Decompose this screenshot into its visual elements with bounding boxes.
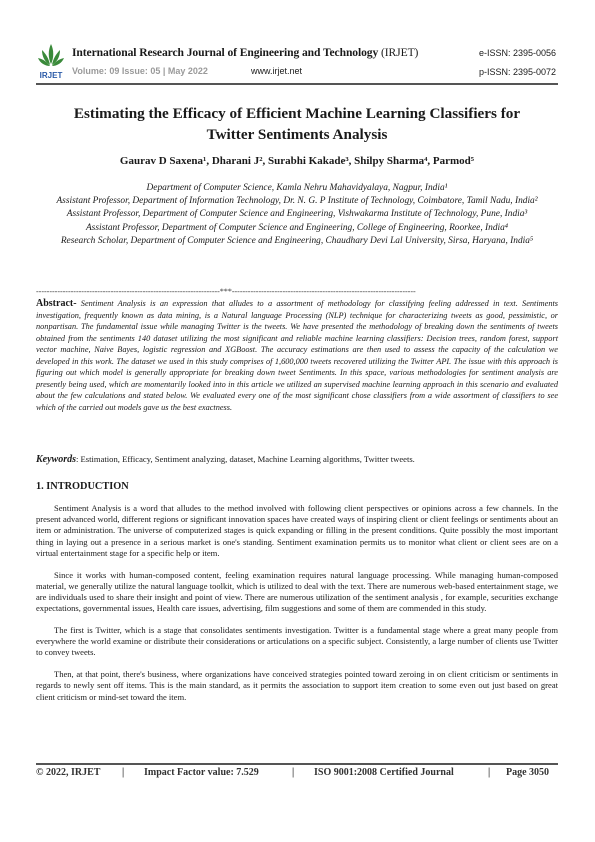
affiliation: Department of Computer Science, Kamla Nehru Mahavidyalaya, Nagpur, India¹ <box>146 183 448 193</box>
introduction-body <box>36 503 558 713</box>
abstract-text: Sentiment Analysis is an expression that alludes to a assortment of methodology for classifying feeling addressed in text. Sentiments investigation, frequently known as data mining, is a Natural language Processing (NLP) technique for characterizing tweets as good, pessimistic, or nonpartisan. The fundamental issue while managing Twitter is the tweets. We have presented the methodology of breaking down the sentiments of tweets obtained from the sentiments 140 dataset utilizing the most significant and reliable machine learning classifiers: Decision trees, random forest, support vector machine, Naive Bayes, logistic regression and XGBoost. The accuracy estimations are then used to assess the capacity of the calculation we developed in this work. The dataset we used in this study comprises of 1,600,000 tweets recovered utilizing the Twitter API. The issue with this approach is figuring out which model is generally appropriate for breaking down tweet Sentiments. In this space, various methodologies for sentiment analysis are presently being used, which are momentarily looked into in this article we utilized an supervised machine learning approach in this scenario and evaluated about the few calculations and stated below. We evaluated every one of the most significant chose classifiers from a wide assortment of classifiers to see which of the carried out models gave us the best exactness. <box>36 299 558 412</box>
affiliation: Assistant Professor, Department of Information Technology, Dr. N. G. P Institute of Technology, Coimbatore, Tamil Nadu, India² <box>56 196 538 207</box>
footer-iso: ISO 9001:2008 Certified Journal <box>314 767 454 778</box>
section-heading-introduction: 1. INTRODUCTION <box>36 481 129 492</box>
abstract <box>36 298 558 413</box>
affiliations <box>36 182 558 248</box>
abstract-label: Abstract- <box>36 298 77 309</box>
footer-page-number: Page 3050 <box>506 767 550 778</box>
keywords-text: : Estimation, Efficacy, Sentiment analyzing, dataset, Machine Learning algorithms, Twitter tweets. <box>76 454 415 464</box>
footer-separator: | <box>292 767 295 778</box>
volume-issue: Volume: 09 Issue: 05 | May 2022 <box>72 66 208 76</box>
affiliation: Assistant Professor, Department of Computer Science and Engineering, Vishwakarma Institute of Technology, Pune, India³ <box>66 209 528 220</box>
footer-separator: | <box>488 767 491 778</box>
journal-header <box>36 40 558 84</box>
body-paragraph: Then, at that point, there's business, where organizations have conceived strategies pointed toward zeroing in on client criticism or sentiments in regards to newly sent off items. This is the main standard, as it permits the association to support item creation to some even out just based on great client criticism or mind-set toward the item. <box>36 669 558 702</box>
keywords <box>36 454 558 465</box>
header-rule <box>36 83 558 85</box>
body-paragraph: Since it works with human-composed content, feeling examination requires natural language processing. While managing human-composed material, we generally utilize the natural language toolkit, which is utilized to deal with the text. There are numerous web-based entertainment stage, we are individuals used to share their insight and point of view. There are numerous utilization of the sentiment analysis , for example, securities exchange expectations, governmental issues, Health care issues, advertising, film suggestions and some of them are commended in this study. <box>36 569 558 614</box>
body-paragraph: Sentiment Analysis is a word that alludes to the method involved with following client perspectives or opinions across a few channels. In the present advanced world, different regions or significant innovation spaces have created ways of inspiring client or client feelings or sentiments about an item or administration. The universe of computerized stages is quick expanding or filling in the present conditions. Quite possibly the most important thing in laying out a presence in a serious market is one's standing. Sentiment examination permits us to monitor what client or client sees are on a virtual entertainment stage for a specific help or item. <box>36 503 558 558</box>
paper-title: Estimating the Efficacy of Efficient Machine Learning Classifiers for Twitter Sentiments Analysis <box>73 105 521 143</box>
section-separator: ---------------------------------------------------------------------***--------------------------------------------------------------------- <box>36 287 416 296</box>
irjet-logo-icon <box>36 40 66 82</box>
footer-copyright: © 2022, IRJET <box>36 767 101 778</box>
journal-title: International Research Journal of Engineering and Technology (IRJET) <box>72 46 419 59</box>
body-paragraph: The first is Twitter, which is a stage that consolidates sentiments investigation. Twitter is a fundamental stage where a great many people from everywhere the world examine or distribute their considerations or articulations on a specific subject. Consistently, a large number of clients use Twitter to convey tweets. <box>36 625 558 658</box>
pissn: p-ISSN: 2395-0072 <box>478 67 556 77</box>
affiliation: Assistant Professor, Department of Computer Science and Engineering, College of Engineering, Roorkee, India⁴ <box>85 222 509 233</box>
footer-rule <box>36 763 558 765</box>
author-list: Gaurav D Saxena¹, Dharani J², Surabhi Kakade³, Shilpy Sharma⁴, Parmod⁵ <box>119 155 475 167</box>
footer-separator: | <box>122 767 125 778</box>
footer-impact-factor: Impact Factor value: 7.529 <box>144 767 259 778</box>
eissn: e-ISSN: 2395-0056 <box>478 48 556 58</box>
affiliation: Research Scholar, Department of Computer Science and Engineering, Chaudhary Devi Lal University, Sirsa, Haryana, India⁵ <box>60 235 534 246</box>
journal-website-link[interactable]: www.irjet.net <box>251 66 303 76</box>
keywords-label: Keywords <box>36 454 76 465</box>
svg-text:IRJET: IRJET <box>39 71 63 80</box>
